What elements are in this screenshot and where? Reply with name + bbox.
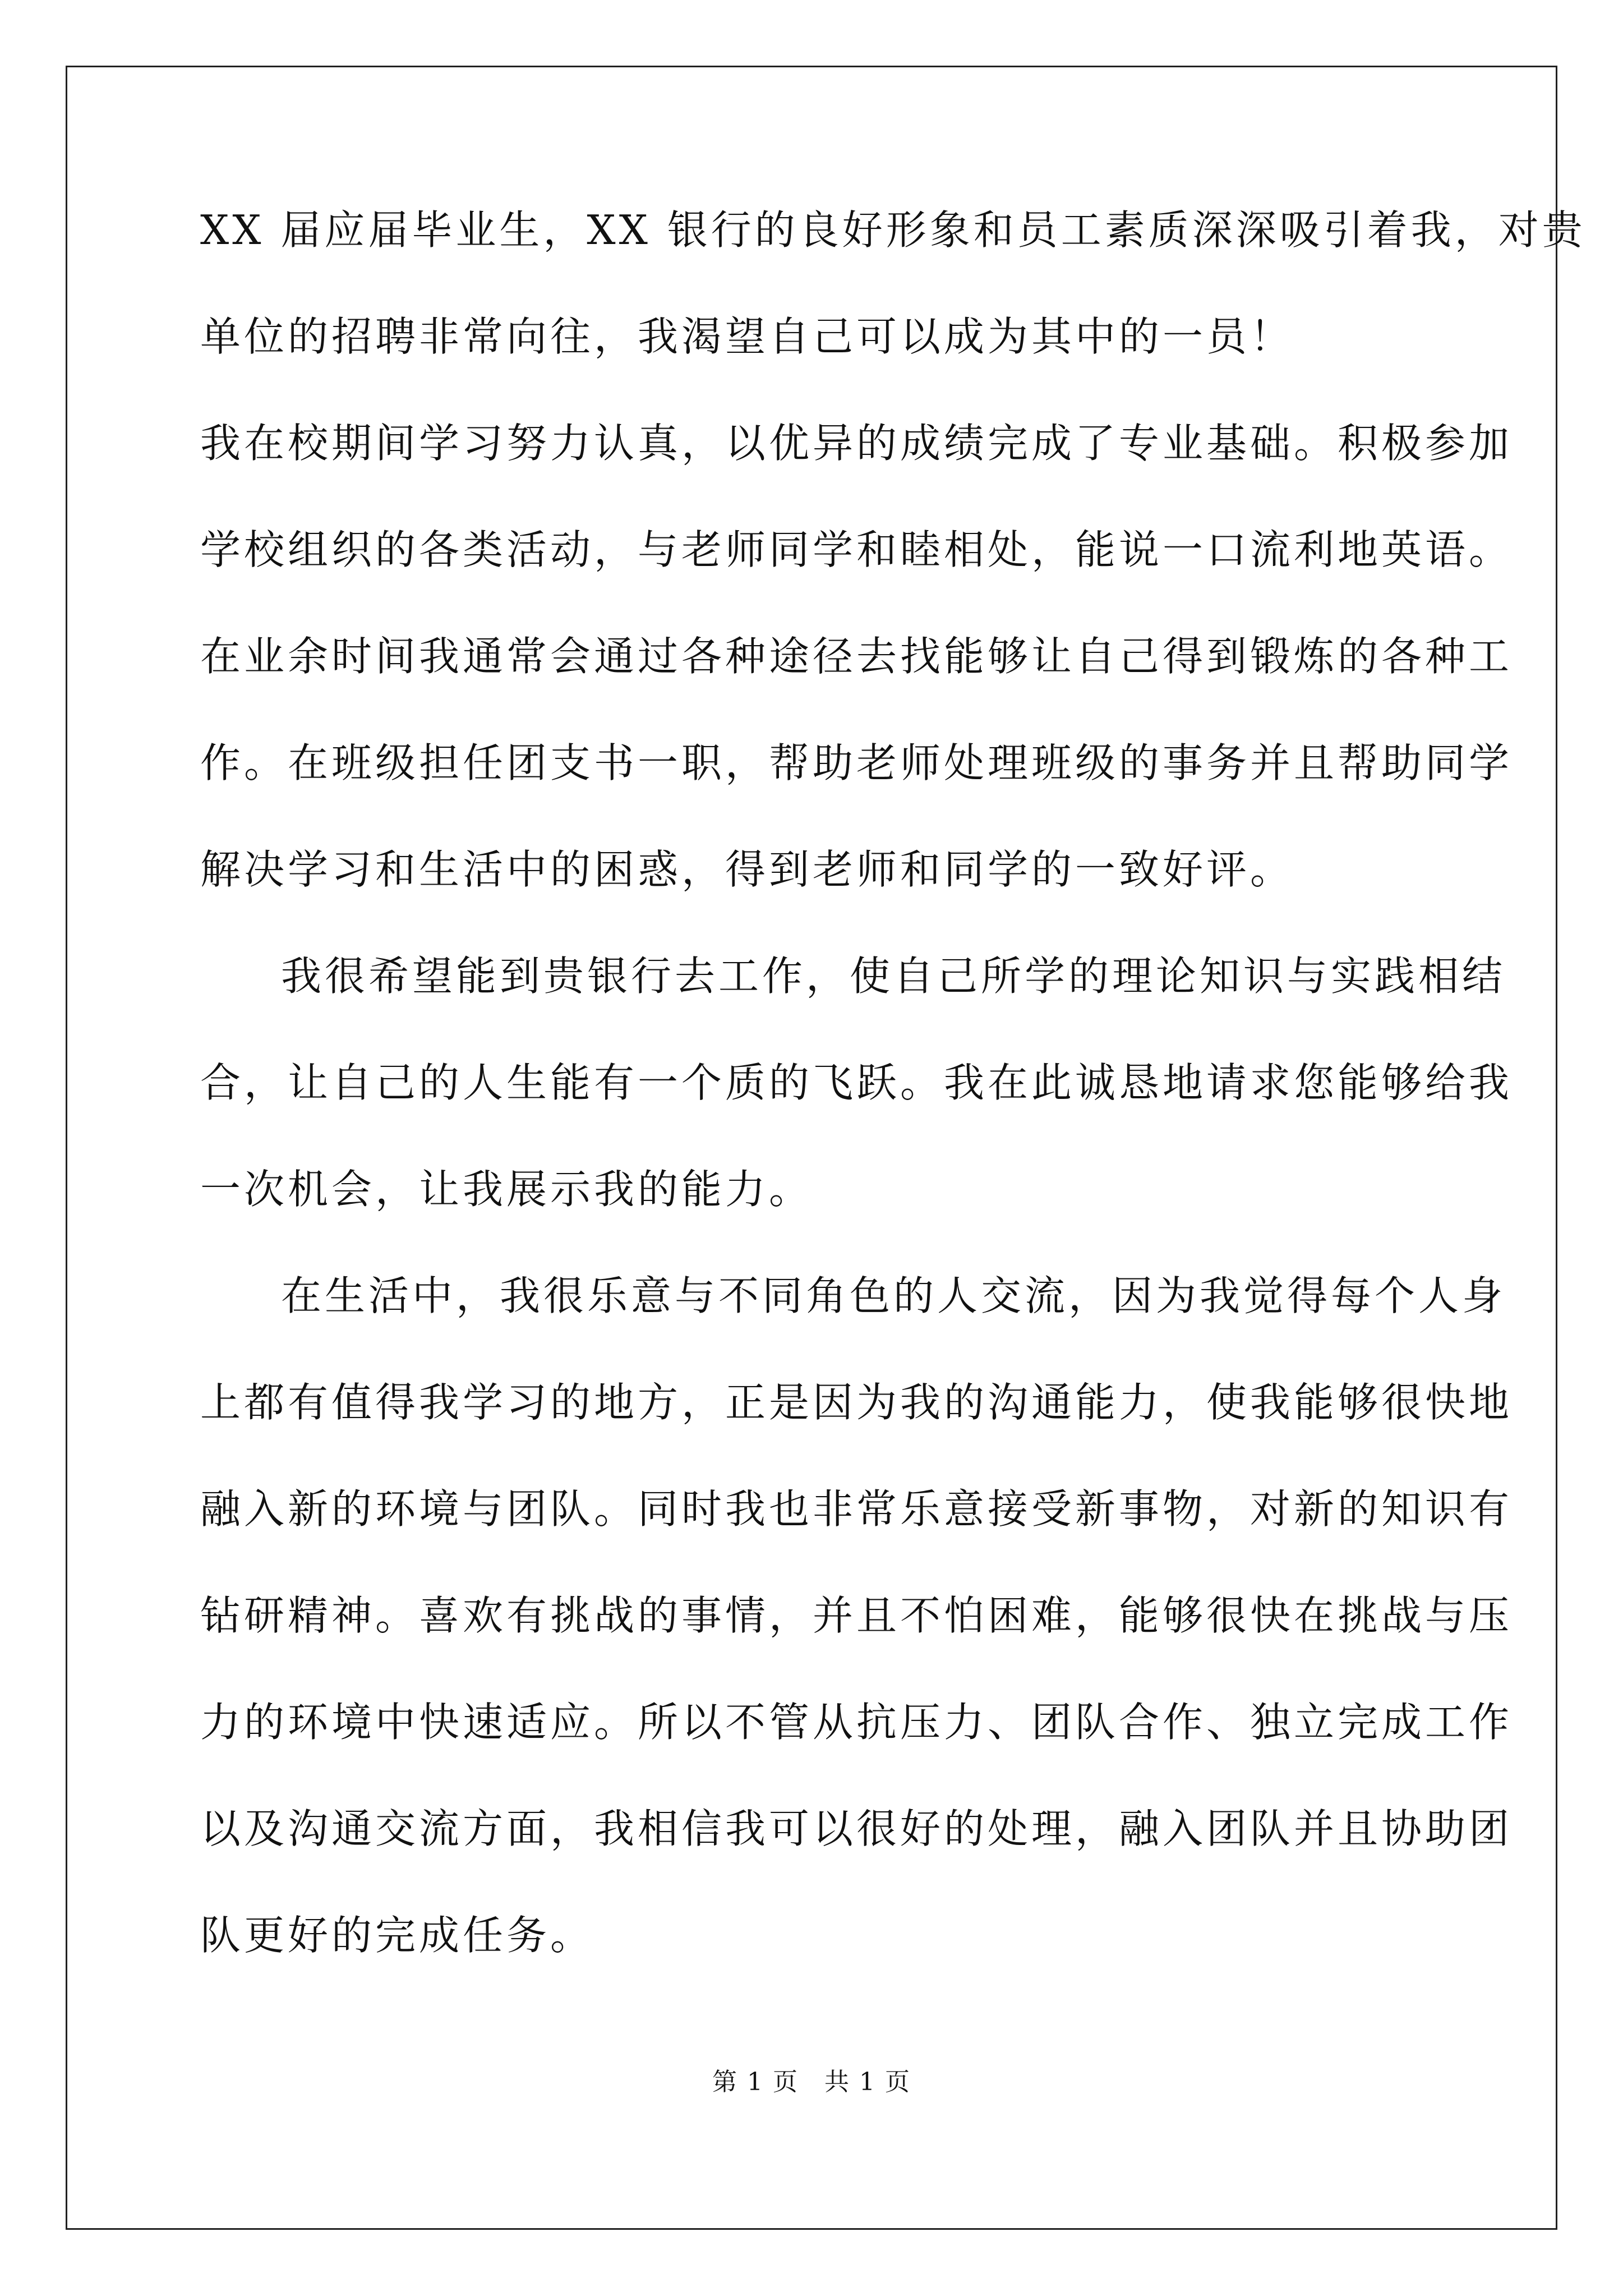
- text-line: 钻研精神。喜欢有挑战的事情，并且不怕困难，能够很快在挑战与压: [200, 1592, 1513, 1639]
- text-line: 队更好的完成任务。: [200, 1912, 594, 1959]
- text-line: 融入新的环境与团队。同时我也非常乐意接受新事物，对新的知识有: [200, 1485, 1513, 1533]
- text-line: 上都有值得我学习的地方，正是因为我的沟通能力，使我能够很快地: [200, 1379, 1513, 1426]
- text-line: XX 届应届毕业生，XX 银行的良好形象和员工素质深深吸引着我，对贵: [200, 206, 1586, 254]
- text-line: 我很希望能到贵银行去工作，使自己所学的理论知识与实践相结: [281, 953, 1506, 1000]
- text-line: 一次机会，让我展示我的能力。: [200, 1166, 813, 1213]
- text-line: 合，让自己的人生能有一个质的飞跃。我在此诚恳地请求您能够给我: [200, 1059, 1513, 1106]
- text-line: 力的环境中快速适应。所以不管从抗压力、团队合作、独立完成工作: [200, 1699, 1513, 1746]
- text-line: 解决学习和生活中的困惑，得到老师和同学的一致好评。: [200, 846, 1294, 893]
- text-line: 在业余时间我通常会通过各种途径去找能够让自己得到锻炼的各种工: [200, 633, 1513, 680]
- text-line: 作。在班级担任团支书一职，帮助老师处理班级的事务并且帮助同学: [200, 739, 1513, 786]
- text-line: 我在校期间学习努力认真，以优异的成绩完成了专业基础。积极参加: [200, 420, 1513, 467]
- text-line: 在生活中，我很乐意与不同角色的人交流，因为我觉得每个人身: [281, 1272, 1506, 1319]
- text-line: 单位的招聘非常向往，我渴望自己可以成为其中的一员！: [200, 313, 1294, 360]
- page-footer: 第 1 页 共 1 页: [712, 2068, 911, 2096]
- text-line: 学校组织的各类活动，与老师同学和睦相处，能说一口流利地英语。: [200, 526, 1513, 573]
- text-line: 以及沟通交流方面，我相信我可以很好的处理，融入团队并且协助团: [200, 1805, 1513, 1852]
